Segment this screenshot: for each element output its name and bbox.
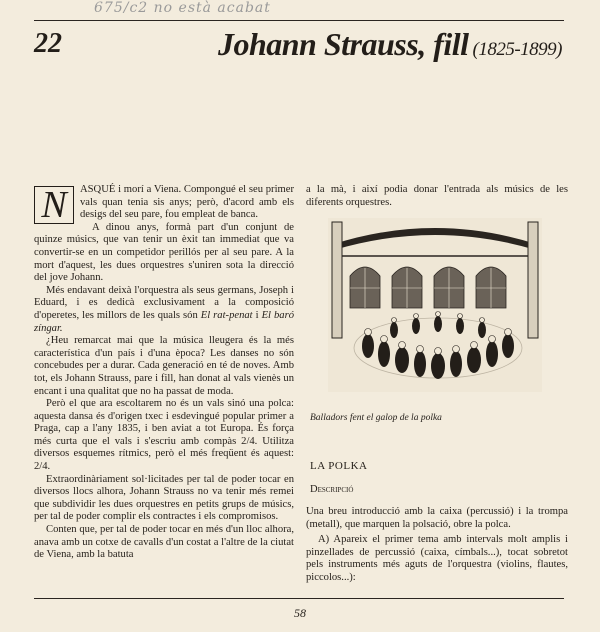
paragraph-1-text: i morí a Viena. Compongué el seu primer vals quan tenia sis anys; però, d'acord amb els desigs del seu pare, fou empleat de banca. [80,184,294,221]
description-paragraph-2: A) Apareix el primer tema amb intervals molt amplis i pinzellades de percussió (caixa, címbals...), tocat sobretot pels instruments més aguts de l'orquestra (violins, flautes, piccolos...): [306,534,568,583]
left-column [34,184,294,562]
subsection-title: Descripció [310,484,354,495]
right-column-top [306,184,568,209]
top-rule [34,20,564,21]
chapter-number: 22 [34,28,62,59]
title-name: Johann Strauss, fill [217,26,469,62]
dropcap: N [34,186,74,224]
first-word: ASQUÉ [80,184,116,195]
illustration-caption: Balladors fent el galop de la polka [310,413,442,423]
paragraph-3 [34,285,294,335]
paragraph-3-text: Més endavant deixà l'orquestra als seus germans, Joseph i Eduard, i es dedicà exclusivament a la composició d'operetes, les millors de les quals són [34,284,294,321]
description-paragraph-1: Una breu introducció amb la caixa (percussió) i la trompa (metall), que marquen la polsació, obre la polca. [306,506,568,530]
handwritten-note: 675/c2 no està acabat [94,0,271,16]
paragraph-4: ¿Heu remarcat mai que la música lleugera és la més característica d'un país i d'una època? Les danses no són concebudes per a durar. Cada generació en té de noves. Amb tot, els Johann Strauss, pare i fill, han donat al vals vienès un encant i una qualitat que no ha passat de moda. [34,335,294,397]
chapter-title [218,26,562,63]
paragraph-5: Però el que ara escoltarem no és un vals sinó una polca: aquesta dansa és d'origen txec i esdevingué popular primer a Praga, cap a l'any 1835, i ben aviat a tot Europa. És força més curta que el vals i s'escriu amb compàs 2/4. Utilitza diversos esquemes rítmics, però el més freqüent és aquest: 2/4. [34,398,294,473]
paragraph-6: Extraordinàriament sol·licitades per tal de poder tocar en diversos llocs alhora, Johann Strauss no va tenir més remei que subdividir les dues orquestres en petits grups de músics, per tal de poder complir els contractes i els compromisos. [34,473,294,523]
paragraph-2: A dinou anys, formà part d'un conjunt de quinze músics, que van tenir un èxit tan immediat que va convertir-se en un competidor perillós per al seu pare. A la mort d'aquest, les dues orquestres s'uniren sota la direcció del jove Johann. [34,221,294,284]
work-title-1: El rat-penat [200,309,253,321]
dancers-illustration [328,218,542,392]
paragraph-1 [34,184,294,226]
paragraph-7: Conten que, per tal de poder tocar en més d'un lloc alhora, anava amb un cotxe de cavalls d'un costat a l'altre de la ciutat de Viena, amb la batuta [34,524,294,561]
work-title-2: El baró zíngar. [34,309,294,334]
title-dates: (1825-1899) [472,39,562,60]
bottom-rule [34,598,564,599]
page-number: 58 [294,606,306,620]
continuation-paragraph: a la mà, i així podia donar l'entrada als músics de les diferents orquestres. [306,184,568,208]
right-column-bottom [306,506,568,585]
paragraph-3-mid: i [252,309,262,321]
section-title: LA POLKA [310,460,368,472]
